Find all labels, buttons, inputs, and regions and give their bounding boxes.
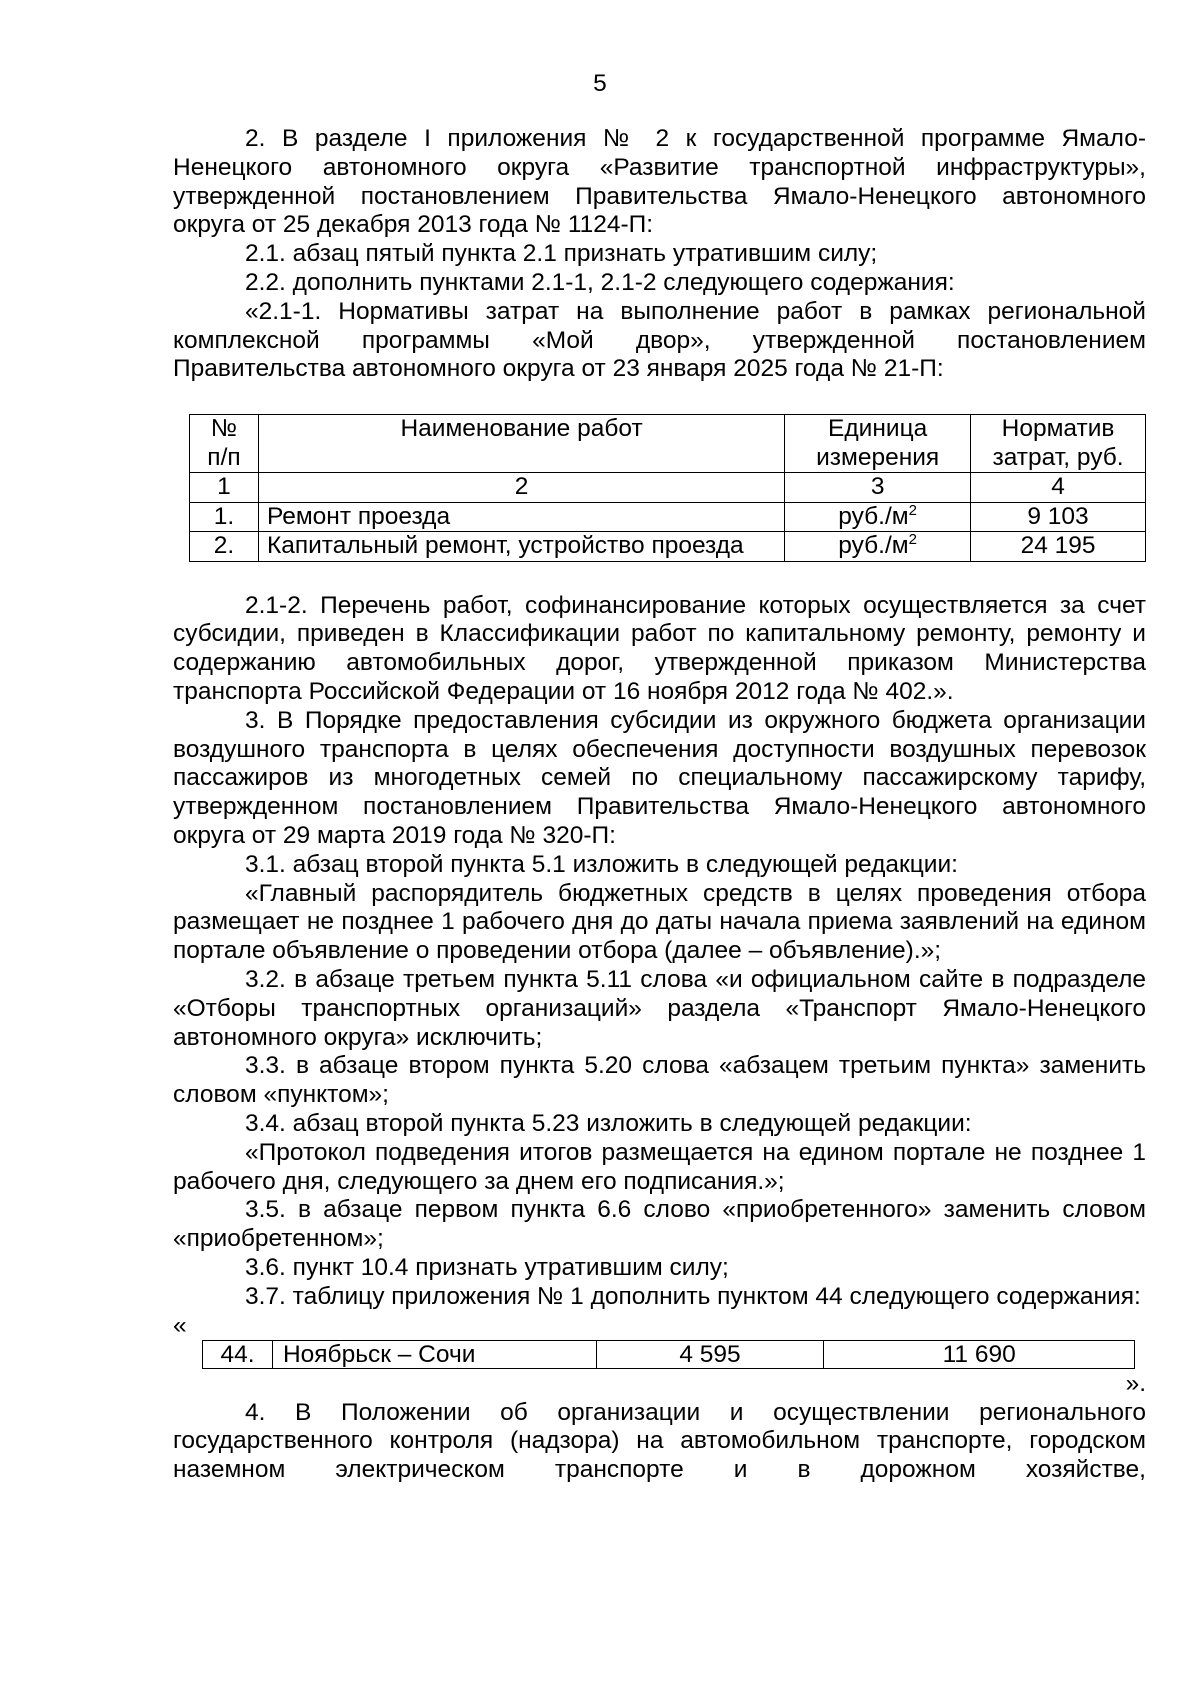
quote-close: ». bbox=[1125, 1369, 1146, 1397]
paragraph-2: 2. В разделе I приложения № 2 к государственной программе Ямало-Ненецкого автономного округа «Развитие транспортной инфраструктуры», утвержденной постановлением Правительства Ямало-Ненецкого автономного округа от 25 декабря 2013 года № 1124-П: bbox=[173, 125, 1146, 239]
paragraph-3-3: 3.3. в абзаце втором пункта 5.20 слова «абзацем третьим пункта» заменить словом «пунктом»; bbox=[173, 1052, 1146, 1109]
norms-table bbox=[189, 414, 1146, 562]
table-row bbox=[190, 532, 1146, 562]
header-work-name: Наименование работ bbox=[258, 415, 784, 473]
route-value-2: 11 690 bbox=[824, 1340, 1135, 1368]
paragraph-3-1: 3.1. абзац второй пункта 5.1 изложить в следующей редакции: bbox=[245, 850, 958, 878]
document-body bbox=[173, 125, 1146, 1485]
paragraph-3-6: 3.6. пункт 10.4 признать утратившим силу; bbox=[245, 1254, 729, 1281]
paragraph-3-4: 3.4. абзац второй пункта 5.23 изложить в следующей редакции: bbox=[245, 1110, 972, 1138]
row-unit bbox=[785, 532, 971, 562]
table-row bbox=[190, 502, 1146, 532]
numbering-cell: 4 bbox=[971, 473, 1146, 503]
unit-label: руб./м bbox=[838, 502, 909, 530]
paragraph-2-2: 2.2. дополнить пунктами 2.1-1, 2.1-2 следующего содержания: bbox=[245, 268, 955, 296]
route-number: 44. bbox=[203, 1340, 273, 1368]
unit-label: руб./м bbox=[838, 532, 909, 560]
route-table bbox=[202, 1340, 1135, 1369]
paragraph-3-1-quote: «Главный распорядитель бюджетных средств в целях проведения отбора размещает не позднее 1 рабочего дня до даты начала приема заявлений на едином портале объявление о проведении отбора (далее – объявление).»; bbox=[173, 879, 1146, 965]
table-header-row bbox=[190, 415, 1146, 473]
row-work-name: Ремонт проезда bbox=[258, 502, 784, 532]
paragraph-4: 4. В Положении об организации и осуществлении регионального государственного контроля (надзора) на автомобильном транспорте, городском наземном электрическом транспорте и в дорожном хозяйстве, bbox=[173, 1398, 1146, 1484]
paragraph-3-2: 3.2. в абзаце третьем пункта 5.11 слова «и официальном сайте в подразделе «Отборы транспортных организаций» раздела «Транспорт Ямало-Ненецкого автономного округа» исключить; bbox=[173, 966, 1146, 1051]
paragraph-3-4-quote: «Протокол подведения итогов размещается на едином портале не позднее 1 рабочего дня, следующего за днем его подписания.»; bbox=[173, 1138, 1146, 1195]
row-number: 2. bbox=[190, 532, 259, 562]
unit-power: 2 bbox=[908, 531, 917, 549]
paragraph-2-1: 2.1. абзац пятый пункта 2.1 признать утратившим силу; bbox=[245, 240, 878, 268]
paragraph-3-7: 3.7. таблицу приложения № 1 дополнить пунктом 44 следующего содержания: bbox=[245, 1282, 1141, 1310]
spacer bbox=[173, 562, 1146, 592]
paragraph-2-1-2: 2.1-2. Перечень работ, софинансирование которых осуществляется за счет субсидии, приведен в Классификации работ по капитальному ремонту, ремонту и содержанию автомобильных дорог, утвержденной приказом Министерства транспорта Российской Федерации от 16 ноября 2012 года № 402.». bbox=[173, 591, 1146, 706]
header-norm-cost: Норматив затрат, руб. bbox=[971, 415, 1146, 473]
table-row bbox=[203, 1340, 1135, 1368]
row-number: 1. bbox=[190, 502, 259, 532]
paragraph-2-1-1: «2.1-1. Нормативы затрат на выполнение работ в рамках региональной комплексной программы «Мой двор», утвержденной постановлением Правительства автономного округа от 23 января 2025 года № 21-П: bbox=[173, 297, 1146, 383]
table-numbering-row bbox=[190, 473, 1146, 503]
route-name: Ноябрьск – Сочи bbox=[272, 1340, 596, 1368]
quote-open: « bbox=[173, 1311, 187, 1339]
paragraph-3: 3. В Порядке предоставления субсидии из окружного бюджета организации воздушного транспорта в целях обеспечения доступности воздушных перевозок пассажиров из многодетных семей по специальному пассажирскому тарифу, утвержденном постановлением Правительства Ямало-Ненецкого автономного округа от 29 марта 2019 года № 320-П: bbox=[173, 706, 1146, 850]
header-unit: Единица измерения bbox=[785, 415, 971, 473]
numbering-cell: 3 bbox=[785, 473, 971, 503]
numbering-cell: 1 bbox=[190, 473, 259, 503]
numbering-cell: 2 bbox=[258, 473, 784, 503]
row-unit bbox=[785, 502, 971, 532]
row-value: 24 195 bbox=[971, 532, 1146, 562]
page-number: 5 bbox=[593, 70, 607, 97]
row-value: 9 103 bbox=[971, 502, 1146, 532]
header-number: № п/п bbox=[190, 415, 259, 473]
paragraph-3-5: 3.5. в абзаце первом пункта 6.6 слово «приобретенного» заменить словом «приобретенном»; bbox=[173, 1196, 1146, 1253]
unit-power: 2 bbox=[908, 501, 917, 519]
route-value-1: 4 595 bbox=[596, 1340, 824, 1368]
row-work-name: Капитальный ремонт, устройство проезда bbox=[258, 532, 784, 562]
